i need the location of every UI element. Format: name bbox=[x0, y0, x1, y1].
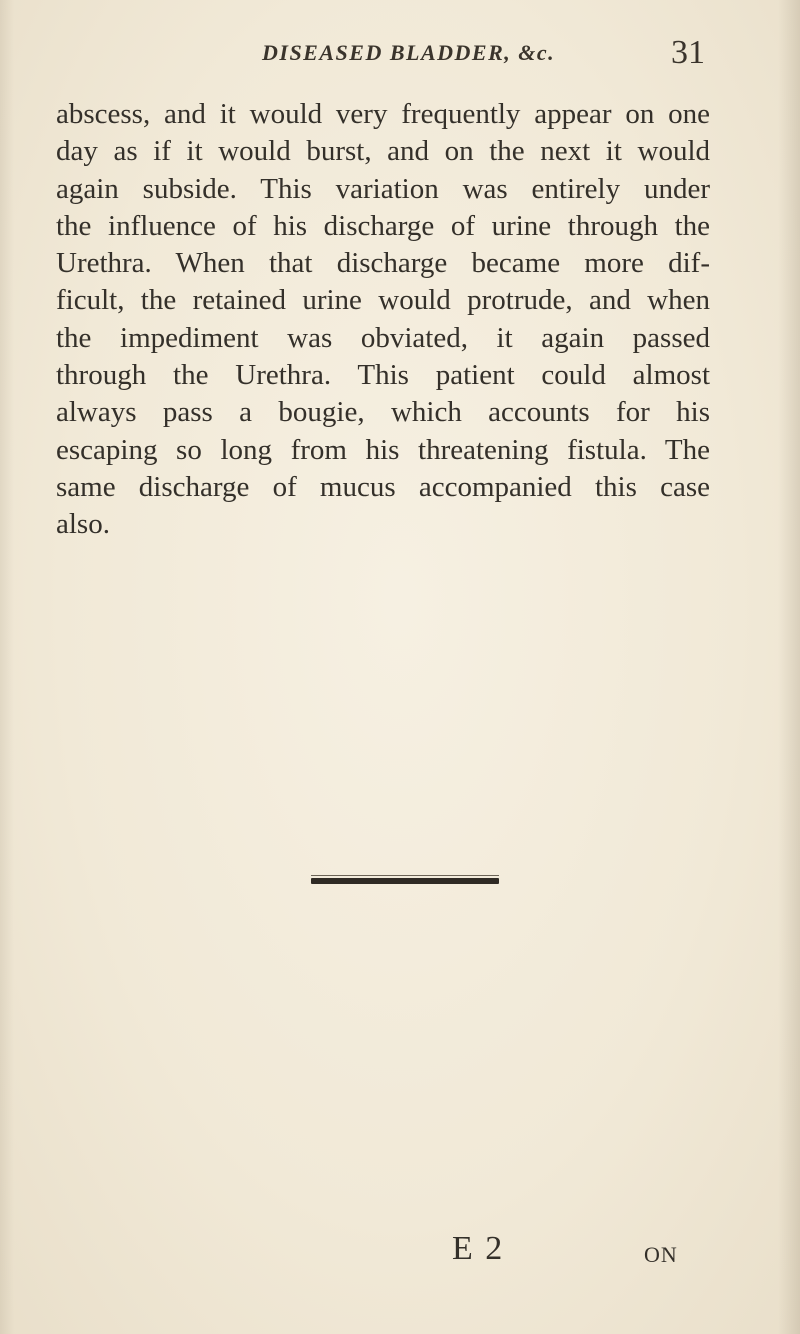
text-line: Urethra. When that discharge became more dif- bbox=[56, 247, 710, 280]
text-line: through the Urethra. This patient could almost bbox=[56, 359, 710, 392]
text-line: ficult, the retained urine would protrude, and when bbox=[56, 284, 710, 317]
text-line: day as if it would burst, and on the next it would bbox=[56, 135, 710, 168]
body-paragraph bbox=[56, 96, 710, 544]
page-edge-shadow bbox=[778, 0, 800, 1334]
page-number: 31 bbox=[671, 34, 705, 71]
section-rule-hairline bbox=[311, 875, 499, 876]
text-line: also. bbox=[56, 508, 110, 541]
text-line: again subside. This variation was entirely under bbox=[56, 172, 710, 205]
running-head bbox=[0, 34, 800, 80]
gutter-shadow bbox=[0, 0, 14, 1334]
section-rule bbox=[311, 878, 499, 884]
text-line: abscess, and it would very frequently appear on one bbox=[56, 98, 710, 130]
text-line: always pass a bougie, which accounts for his bbox=[56, 396, 710, 429]
signature-mark: E 2 bbox=[452, 1230, 505, 1267]
running-head-title: DISEASED BLADDER, &c. bbox=[262, 40, 556, 65]
text-line: escaping so long from his threatening fistula. The bbox=[56, 433, 710, 466]
text-line: the impediment was obviated, it again passed bbox=[56, 321, 710, 354]
text-line: the influence of his discharge of urine through the bbox=[56, 209, 710, 242]
text-line: same discharge of mucus accompanied this case bbox=[56, 470, 710, 503]
catchword: ON bbox=[644, 1242, 678, 1267]
